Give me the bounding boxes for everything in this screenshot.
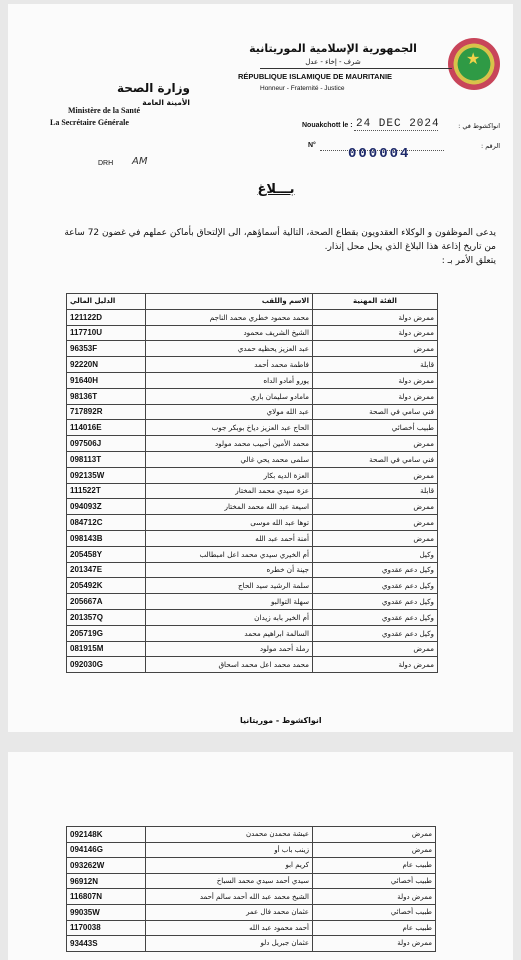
row-name: سلمى محمد يحي غالي [146,451,313,467]
secretary-french: La Secrétaire Générale [50,118,129,127]
notice-line-3: يتعلق الأمر بـ : [441,256,496,266]
row-code: 094146G [67,842,146,858]
row-code: 092030G [67,657,146,673]
row-code: 92220N [67,357,146,373]
row-code: 084712C [67,515,146,531]
row-name: سيدي أحمد سيدي محمد السباخ [146,873,313,889]
row-code: 097506J [67,436,146,452]
table-row [67,388,438,404]
header-french-motto: Honneur - Fraternité - Justice [260,85,345,92]
row-category: ممرض [313,515,438,531]
table-row [67,873,436,889]
row-name: أم الخير بابه زيدان [146,609,313,625]
row-code: 99035W [67,904,146,920]
row-name: أمنة أحمد عبد الله [146,530,313,546]
row-code: 93443S [67,936,146,952]
row-name: الشيخ محمد عبد الله أحمد سالم أحمد [146,889,313,905]
row-code: 201357Q [67,609,146,625]
row-category: طبيب أخصائي [313,420,438,436]
row-name: محمد محمود خطري محمد الناجم [146,309,313,325]
table-row [67,657,438,673]
table-header-row [67,294,438,310]
ministry-french: Ministère de la Santé [68,106,141,115]
header-arabic-title: الجمهورية الإسلامية الموريتانية [249,42,417,55]
notice-line-2: من تاريخ إذاعة هذا البلاغ الذي يحل محل إنذار. [324,242,496,252]
row-name: الشيخ الشريف محمود [146,325,313,341]
table-row [67,546,438,562]
table-row [67,904,436,920]
row-name: جينة أن خطره [146,562,313,578]
row-code: 96353F [67,341,146,357]
employees-table [66,293,438,673]
table-row [67,372,438,388]
row-name: عثمان جبريل دلو [146,936,313,952]
header-category: الفئة المهنية [313,294,438,310]
notice-body [56,226,496,268]
row-name: سلمة الرشيد سيد الحاج [146,578,313,594]
table-row [67,357,438,373]
table-row [67,499,438,515]
national-emblem-icon [448,38,500,90]
row-category: طبيب عام [313,858,436,874]
row-category: فني سامي في الصحة [313,404,438,420]
table-row [67,920,436,936]
place-label-arabic: انواكشوط في : [458,122,500,130]
row-name: أحمد محمود عبد الله [146,920,313,936]
row-name: زينب باب أو [146,842,313,858]
table-row [67,467,438,483]
row-name: عزة سيدي محمد المختار [146,483,313,499]
table-row [67,641,438,657]
employees-table-continued [66,826,436,952]
row-category: ممرض [313,842,436,858]
employees-table-body [67,309,438,672]
row-category: طبيب أخصائي [313,904,436,920]
row-name: اسيعة عبد الله محمد المختار [146,499,313,515]
row-code: 093262W [67,858,146,874]
table-row [67,578,438,594]
row-category: ممرض [313,499,438,515]
row-code: 098113T [67,451,146,467]
header-french-title: RÉPUBLIQUE ISLAMIQUE DE MAURITANIE [238,72,393,81]
row-code: 1170038 [67,920,146,936]
row-category: طبيب عام [313,920,436,936]
notice-line-1: يدعى الموظفون و الوكلاء العقدويون بقطاع الصحة، التالية أسماؤهم، الى الإلتحاق بأماكن عملهم في غضون 72 ساعة [64,228,496,238]
row-code: 092135W [67,467,146,483]
row-category: ممرض [313,436,438,452]
row-code: 094093Z [67,499,146,515]
table-row [67,483,438,499]
row-name: عيشة محمدن محمدن [146,827,313,843]
row-code: 201347E [67,562,146,578]
row-category: ممرض دولة [313,325,438,341]
row-category: ممرض دولة [313,936,436,952]
ministry-arabic: وزارة الصحة [116,81,190,95]
document-page-1 [8,4,513,732]
row-code: 205492K [67,578,146,594]
row-code: 114016E [67,420,146,436]
row-category: ممرض دولة [313,388,438,404]
table-row [67,325,438,341]
row-name: السالمة ابراهيم محمد [146,625,313,641]
document-title: بـــلاغ [257,182,295,197]
table-row [67,309,438,325]
row-name: محمد محمد اعل محمد اسحاق [146,657,313,673]
footer-address: انواكشوط - موريتانيا [240,716,322,725]
drh-handwritten-note: AM [132,156,148,167]
row-code: 205667A [67,594,146,610]
table-row [67,562,438,578]
date-dotline [354,130,438,131]
row-name: توها عبد الله موسى [146,515,313,531]
row-category: ممرض [313,827,436,843]
table-row [67,609,438,625]
row-category: ممرض [313,341,438,357]
table-row [67,451,438,467]
row-name: عثمان محمد فال عمر [146,904,313,920]
row-category: وكيل [313,546,438,562]
table-row [67,420,438,436]
table-row [67,625,438,641]
table-row [67,530,438,546]
row-category: وكيل دعم عقدوي [313,578,438,594]
table-row [67,827,436,843]
row-code: 96912N [67,873,146,889]
place-label-french: Nouakchott le : [302,122,353,129]
number-label-arabic: الرقم : [480,142,500,150]
row-name: محمد الأمين أحبيب محمد مولود [146,436,313,452]
row-name: عبد العزيز يحظيه حمدي [146,341,313,357]
row-name: مامادو سليمان باري [146,388,313,404]
secretary-arabic: الأمينة العامة [142,98,190,107]
document-number: 000004 [348,146,411,162]
row-code: 092148K [67,827,146,843]
row-category: وكيل دعم عقدوي [313,609,438,625]
employees-table-continued-body [67,827,436,952]
table-row [67,341,438,357]
row-name: رملة أحمد مولود [146,641,313,657]
table-row [67,889,436,905]
row-category: ممرض دولة [313,657,438,673]
row-name: العزة الديه بكار [146,467,313,483]
header-divider [260,68,452,69]
row-category: ممرض دولة [313,309,438,325]
row-name: سهلة التوالبو [146,594,313,610]
row-code: 91640H [67,372,146,388]
number-label-french: N° [308,142,316,149]
row-category: وكيل دعم عقدوي [313,562,438,578]
table-row [67,858,436,874]
row-code: 717892R [67,404,146,420]
row-code: 205719G [67,625,146,641]
row-code: 098143B [67,530,146,546]
row-name: الحاج عبد العزيز دياخ بوبكر جوب [146,420,313,436]
document-date: 24 DEC 2024 [356,118,440,130]
row-category: فني سامي في الصحة [313,451,438,467]
row-category: ممرض دولة [313,889,436,905]
row-category: طبيب أخصائي [313,873,436,889]
row-name: يورو أمادو الداه [146,372,313,388]
header-arabic-motto: شرف - إخاء - عدل [305,58,361,66]
row-code: 121122D [67,309,146,325]
row-code: 116807N [67,889,146,905]
row-code: 98136T [67,388,146,404]
row-code: 205458Y [67,546,146,562]
row-category: وكيل دعم عقدوي [313,625,438,641]
header-code: الدليل المالي [67,294,146,310]
row-category: وكيل دعم عقدوي [313,594,438,610]
row-code: 111522T [67,483,146,499]
header-name: الاسم واللقب [146,294,313,310]
document-page-2 [8,752,513,960]
table-row [67,842,436,858]
row-name: فاطمة محمد أحمد [146,357,313,373]
row-category: قابلة [313,357,438,373]
table-row [67,515,438,531]
row-code: 117710U [67,325,146,341]
row-category: ممرض [313,467,438,483]
row-name: عبد الله مولاي [146,404,313,420]
row-category: ممرض دولة [313,372,438,388]
table-row [67,436,438,452]
drh-label: DRH [98,160,114,167]
row-code: 081915M [67,641,146,657]
table-row [67,594,438,610]
table-row [67,404,438,420]
row-name: أم الخيري سيدي محمد اعل امبطالب [146,546,313,562]
row-category: قابلة [313,483,438,499]
row-category: ممرض [313,641,438,657]
row-name: كريم ابو [146,858,313,874]
row-category: ممرض [313,530,438,546]
table-row [67,936,436,952]
